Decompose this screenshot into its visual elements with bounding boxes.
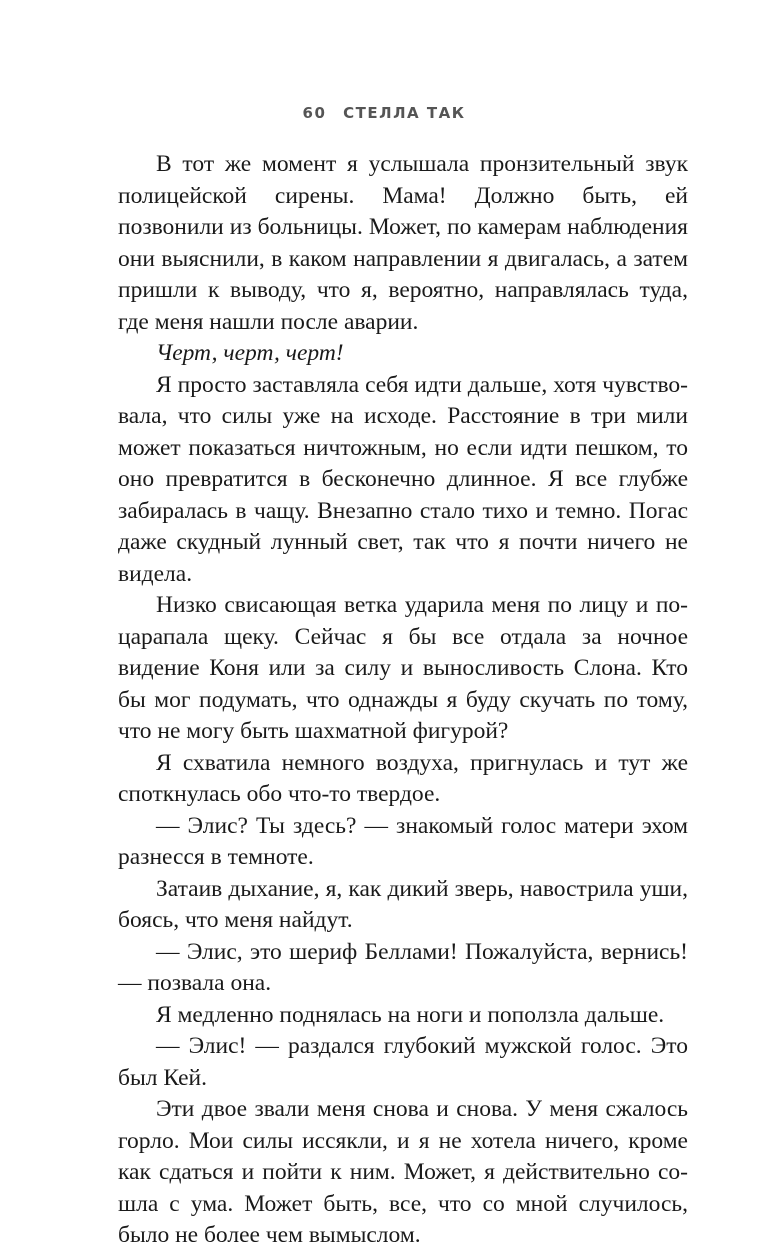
paragraph-italic: Черт, черт, черт! (156, 340, 344, 366)
paragraph: — Элис, это шериф Беллами! Пожалуйста, вернись! — позвала она. (118, 938, 688, 996)
paragraph: — Элис? Ты здесь? — знакомый голос матери эхом разнесся в темноте. (118, 812, 688, 870)
paragraph: В тот же момент я услышала пронзительный звук полицейской сирены. Мама! Должно быть, ей позвонили из больницы. Может, по камерам наблюдения они выяснили, в каком направлении я двигалась, а затем пришли к выводу, что я, вероятно, направлялась туда, где меня нашли после аварии. (118, 151, 688, 335)
paragraph: — Элис! — раздался глубокий мужской голос. Это был Кей. (118, 1033, 688, 1091)
paragraph: Низко свисающая ветка ударила меня по лицу и поцарапала щеку. Сейчас я бы все отдала за ночное видение Коня или за силу и выносливость Слона. Кто бы мог подумать, что однажды я буду скучать по тому, что не могу быть шахматной фигурой? (118, 592, 688, 744)
paragraph: Я медленно поднялась на ноги и поползла дальше. (156, 1001, 665, 1028)
paragraph: Я схватила немного воздуха, пригнулась и тут же споткнулась обо что-то твердое. (118, 749, 688, 807)
paragraph: Затаив дыхание, я, как дикий зверь, навострила уши, боясь, что меня найдут. (118, 875, 688, 933)
page-number: 60 (302, 104, 327, 122)
running-head (0, 104, 768, 122)
author-name: СТЕЛЛА ТАК (343, 104, 466, 122)
body-text (118, 149, 688, 1252)
paragraph: Я просто заставляла себя идти дальше, хотя чувствовала, что силы уже на исходе. Расстояние в три мили может показаться ничтожным, но если идти пешком, то оно превратится в бесконечно длинное. Я все глубже забиралась в чащу. Внезапно стало тихо и темно. Погас даже скудный лунный свет, так что я почти ничего не видела. (118, 371, 688, 587)
paragraph: Эти двое звали меня снова и снова. У меня сжалось горло. Мои силы иссякли, и я не хотела ничего, кроме как сдаться и пойти к ним. Может, я действительно сошла с ума. Может быть, все, что со мной случилось, было не более чем вымыслом. (118, 1096, 688, 1248)
